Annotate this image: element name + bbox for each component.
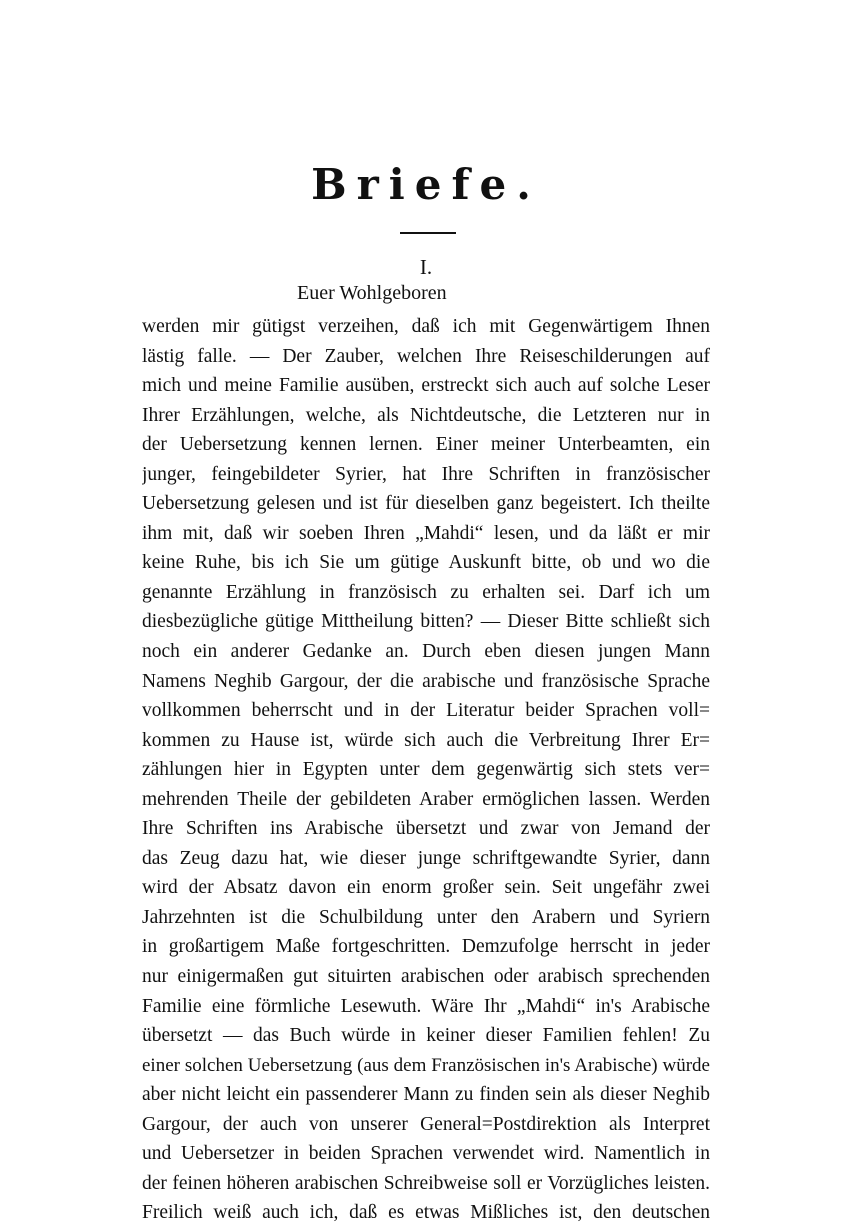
page-title: Briefe. xyxy=(311,160,541,209)
text-line: der feinen höheren arabischen Schreibweise soll er Vorzügliches leisten. xyxy=(142,1172,710,1194)
title-divider xyxy=(400,232,456,234)
salutation: Euer Wohlgeboren xyxy=(297,282,447,304)
text-line: Jahrzehnten ist die Schulbildung unter den Arabern und Syriern xyxy=(142,906,710,928)
text-line: nur einigermaßen gut situirten arabischen oder arabisch sprechenden xyxy=(142,966,710,988)
text-line: vollkommen beherrscht und in der Literatur beider Sprachen voll= xyxy=(142,700,710,722)
text-line: junger, feingebildeter Syrier, hat Ihre Schriften in französischer xyxy=(142,463,710,485)
text-line: noch ein anderer Gedanke an. Durch eben diesen jungen Mann xyxy=(142,641,710,663)
text-line: Familie eine förmliche Lesewuth. Wäre Ihr „Mahdi“ in's Arabische xyxy=(142,995,710,1017)
text-line: keine Ruhe, bis ich Sie um gütige Auskunft bitte, ob und wo die xyxy=(142,552,710,574)
text-line: genannte Erzählung in französisch zu erhalten sei. Darf ich um xyxy=(142,581,710,603)
text-line: werden mir gütigst verzeihen, daß ich mit Gegenwärtigem Ihnen xyxy=(142,316,710,337)
letter-number: I. xyxy=(419,255,433,279)
text-line: kommen zu Hause ist, würde sich auch die Verbreitung Ihrer Er= xyxy=(142,729,710,751)
text-line: mehrenden Theile der gebildeten Araber ermöglichen lassen. Werden xyxy=(142,788,710,810)
text-line: Ihre Schriften ins Arabische übersetzt und zwar von Jemand der xyxy=(142,818,710,840)
text-line: aber nicht leicht ein passenderer Mann zu finden sein als dieser Neghib xyxy=(142,1084,710,1106)
text-line: diesbezügliche gütige Mittheilung bitten? — Dieser Bitte schließt sich xyxy=(142,611,710,633)
text-line: einer solchen Uebersetzung (aus dem Französischen in's Arabische) würde xyxy=(142,1054,710,1076)
text-line: zählungen hier in Egypten unter dem gegenwärtig sich stets ver= xyxy=(142,759,710,781)
text-line: und Uebersetzer in beiden Sprachen verwendet wird. Namentlich in xyxy=(142,1143,710,1165)
text-line: mich und meine Familie ausüben, erstreckt sich auch auf solche Leser xyxy=(142,375,710,397)
text-line: der Uebersetzung kennen lernen. Einer meiner Unterbeamten, ein xyxy=(142,434,710,456)
text-line: übersetzt — das Buch würde in keiner dieser Familien fehlen! Zu xyxy=(142,1025,710,1047)
text-line: Freilich weiß auch ich, daß es etwas Mißliches ist, den deutschen xyxy=(142,1202,710,1224)
letter-body xyxy=(142,312,710,1228)
text-line: Namens Neghib Gargour, der die arabische und französische Sprache xyxy=(142,670,710,692)
text-line: Uebersetzung gelesen und ist für dieselben ganz begeistert. Ich theilte xyxy=(142,493,710,515)
text-line: in großartigem Maße fortgeschritten. Demzufolge herrscht in jeder xyxy=(142,936,710,958)
text-line: ihm mit, daß wir soeben Ihren „Mahdi“ lesen, und da läßt er mir xyxy=(142,522,710,544)
text-line: Gargour, der auch von unserer General=Postdirektion als Interpret xyxy=(142,1113,710,1135)
text-line: lästig falle. — Der Zauber, welchen Ihre Reiseschilderungen auf xyxy=(142,345,710,367)
text-line: Ihrer Erzählungen, welche, als Nichtdeutsche, die Letzteren nur in xyxy=(142,404,710,426)
text-line: das Zeug dazu hat, wie dieser junge schriftgewandte Syrier, dann xyxy=(142,847,710,869)
text-line: wird der Absatz davon ein enorm großer sein. Seit ungefähr zwei xyxy=(142,877,710,899)
